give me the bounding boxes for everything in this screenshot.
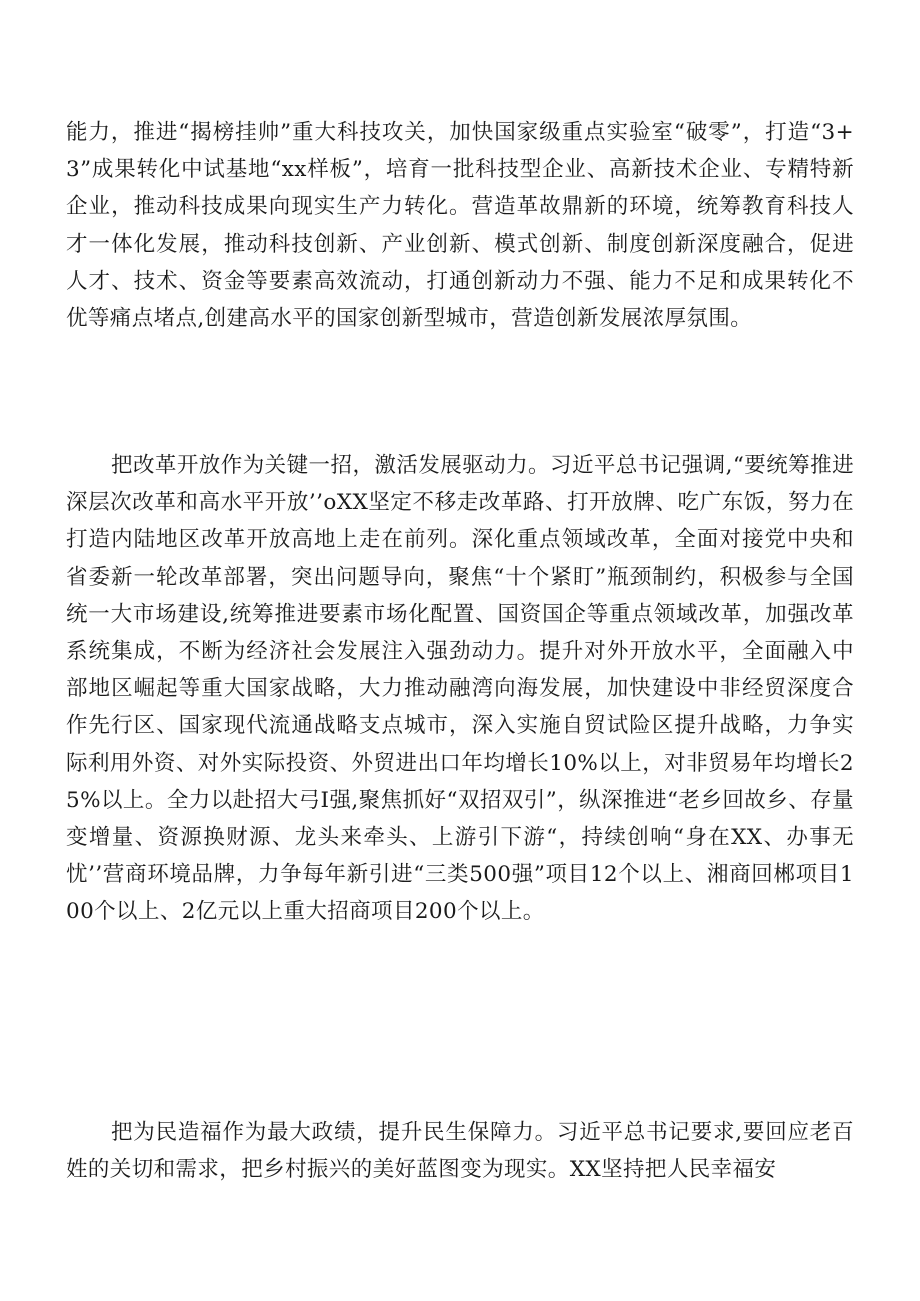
paragraph-innovation-continued: 能力，推进“揭榜挂帅”重大科技攻关，加快国家级重点实验室“破零”，打造“3+3”成果转化中试基地“xx样板”，培育一批科技型企业、高新技术企业、专精特新企业，推动科技成果向现实生产力转化。营造革故鼎新的环境，统筹教育科技人才一体化发展，推动科技创新、产业创新、模式创新、制度创新深度融合，促进人才、技术、资金等要素高效流动，打通创新动力不强、能力不足和成果转化不优等痛点堵点,创建高水平的国家创新型城市，营造创新发展浓厚氛围。 <box>66 120 854 332</box>
paragraph-reform-opening: 把改革开放作为关键一招，激活发展驱动力。习近平总书记强调,“要统筹推进深层次改革和高水平开放’’oXX坚定不移走改革路、打开放牌、吃广东饭，努力在打造内陆地区改革开放高地上走在前列。深化重点领域改革，全面对接党中央和省委新一轮改革部署，突出问题导向，聚焦“十个紧盯”瓶颈制约，积极参与全国统一大市场建设,统筹推进要素市场化配置、国资国企等重点领域改革，加强改革系统集成，不断为经济社会发展注入强劲动力。提升对外开放水平，全面融入中部地区崛起等重大国家战略，大力推动融湾向海发展，加快建设中非经贸深度合作先行区、国家现代流通战略支点城市，深入实施自贸试险区提升战略，力争实际利用外资、对外实际投资、外贸进出口年均增长10%以上，对非贸易年均增长25%以上。全力以赴招大弓I强,聚焦抓好“双招双引”，纵深推进“老乡回故乡、存量变增量、资源换财源、龙头来牵头、上游引下游“，持续创响“身在XX、办事无忧’’营商环境品牌，力争每年新引进“三类500强”项目12个以上、湘商回郴项目100个以上、2亿元以上重大招商项目200个以上。 <box>66 453 854 925</box>
paragraph-livelihood: 把为民造福作为最大政绩，提升民生保障力。习近平总书记要求,要回应老百姓的关切和需求，把乡村振兴的美好蓝图变为现实。XX坚持把人民幸福安 <box>66 1120 855 1183</box>
